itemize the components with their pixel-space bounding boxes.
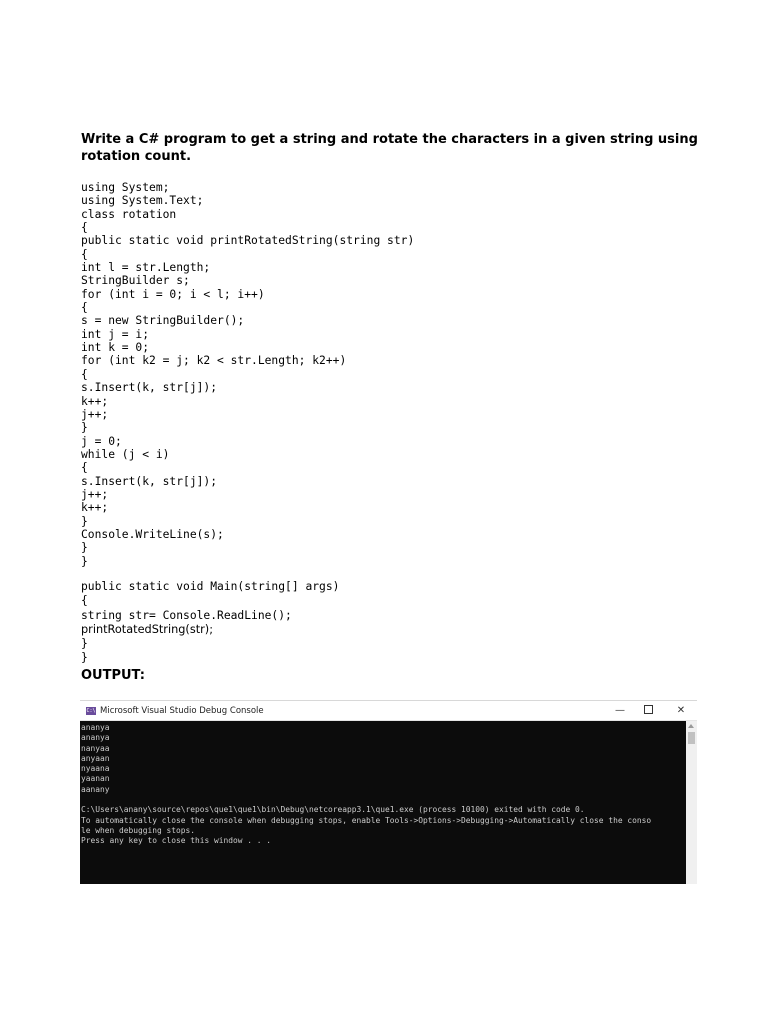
scrollbar-thumb[interactable]: [688, 732, 695, 744]
code-line: j = 0;: [81, 434, 122, 448]
scroll-up-arrow-icon[interactable]: [688, 724, 694, 728]
console-status-line: le when debugging stops.: [81, 825, 196, 835]
console-app-icon: C:\: [86, 708, 96, 714]
code-line: }: [81, 637, 88, 651]
code-line: }: [81, 651, 88, 665]
code-line: {: [81, 461, 88, 475]
console-output-line: nyaana: [81, 764, 110, 774]
close-icon[interactable]: ✕: [676, 705, 686, 716]
console-output-line: anyaan: [81, 753, 110, 763]
code-line: StringBuilder s;: [81, 274, 190, 288]
code-line: int l = str.Length;: [81, 261, 211, 275]
code-line: for (int k2 = j; k2 < str.Length; k2++): [81, 354, 347, 368]
code-line: k++;: [81, 394, 109, 408]
console-output-line: ananya: [81, 723, 110, 732]
question-heading: Write a C# program to get a string and rotate the characters in a given string using rotation count.: [81, 132, 698, 164]
console-output-line: yaanan: [81, 774, 110, 784]
console-window-screenshot: [80, 700, 697, 884]
code-line: }: [81, 514, 88, 528]
code-line: {: [81, 594, 88, 608]
console-blank-line: [81, 795, 686, 805]
code-line: s.Insert(k, str[j]);: [81, 474, 218, 488]
console-output-line: ananya: [81, 733, 110, 743]
code-line: int j = i;: [81, 327, 150, 341]
console-status-line: C:\Users\anany\source\repos\que1\que1\bin\Debug\netcoreapp3.1\que1.exe (process 10100) exited with code 0.: [81, 805, 585, 815]
console-scrollbar[interactable]: [686, 721, 697, 884]
maximize-icon[interactable]: [637, 703, 659, 719]
code-line: public static void printRotatedString(string str): [81, 234, 415, 248]
code-line: {: [81, 247, 88, 261]
code-line: using System.Text;: [81, 194, 204, 208]
code-line: printRotatedString(str);: [81, 622, 213, 636]
console-status-line: To automatically close the console when debugging stops, enable Tools->Options->Debugging->Automatically close the conso: [81, 815, 652, 825]
code-line: }: [81, 541, 88, 555]
code-line: using System;: [81, 181, 170, 194]
console-output-line: aanany: [81, 784, 110, 794]
code-line: {: [81, 221, 88, 235]
code-line: {: [81, 367, 88, 381]
code-line: s.Insert(k, str[j]);: [81, 381, 218, 395]
code-line: while (j < i): [81, 447, 170, 461]
output-label: OUTPUT:: [81, 668, 145, 683]
console-titlebar: [80, 701, 697, 721]
code-block-main: [81, 580, 339, 666]
code-line: class rotation: [81, 207, 177, 221]
code-line: int k = 0;: [81, 341, 150, 355]
console-output-line: nanyaa: [81, 743, 110, 753]
code-line: j++;: [81, 487, 109, 501]
code-block-class: [81, 181, 414, 568]
console-status-line: Press any key to close this window . . .: [81, 836, 272, 846]
code-line: for (int i = 0; i < l; i++): [81, 287, 265, 301]
code-line: }: [81, 421, 88, 435]
code-line: public static void Main(string[] args): [81, 580, 340, 593]
code-line: Console.WriteLine(s);: [81, 527, 224, 541]
minimize-icon[interactable]: —: [615, 705, 625, 716]
code-line: k++;: [81, 501, 109, 515]
code-line: j++;: [81, 407, 109, 421]
console-output: [80, 721, 686, 884]
console-window-title: Microsoft Visual Studio Debug Console: [100, 706, 264, 716]
code-line: string str= Console.ReadLine();: [81, 608, 292, 622]
code-line: {: [81, 301, 88, 315]
code-line: }: [81, 554, 88, 568]
code-line: s = new StringBuilder();: [81, 314, 245, 328]
